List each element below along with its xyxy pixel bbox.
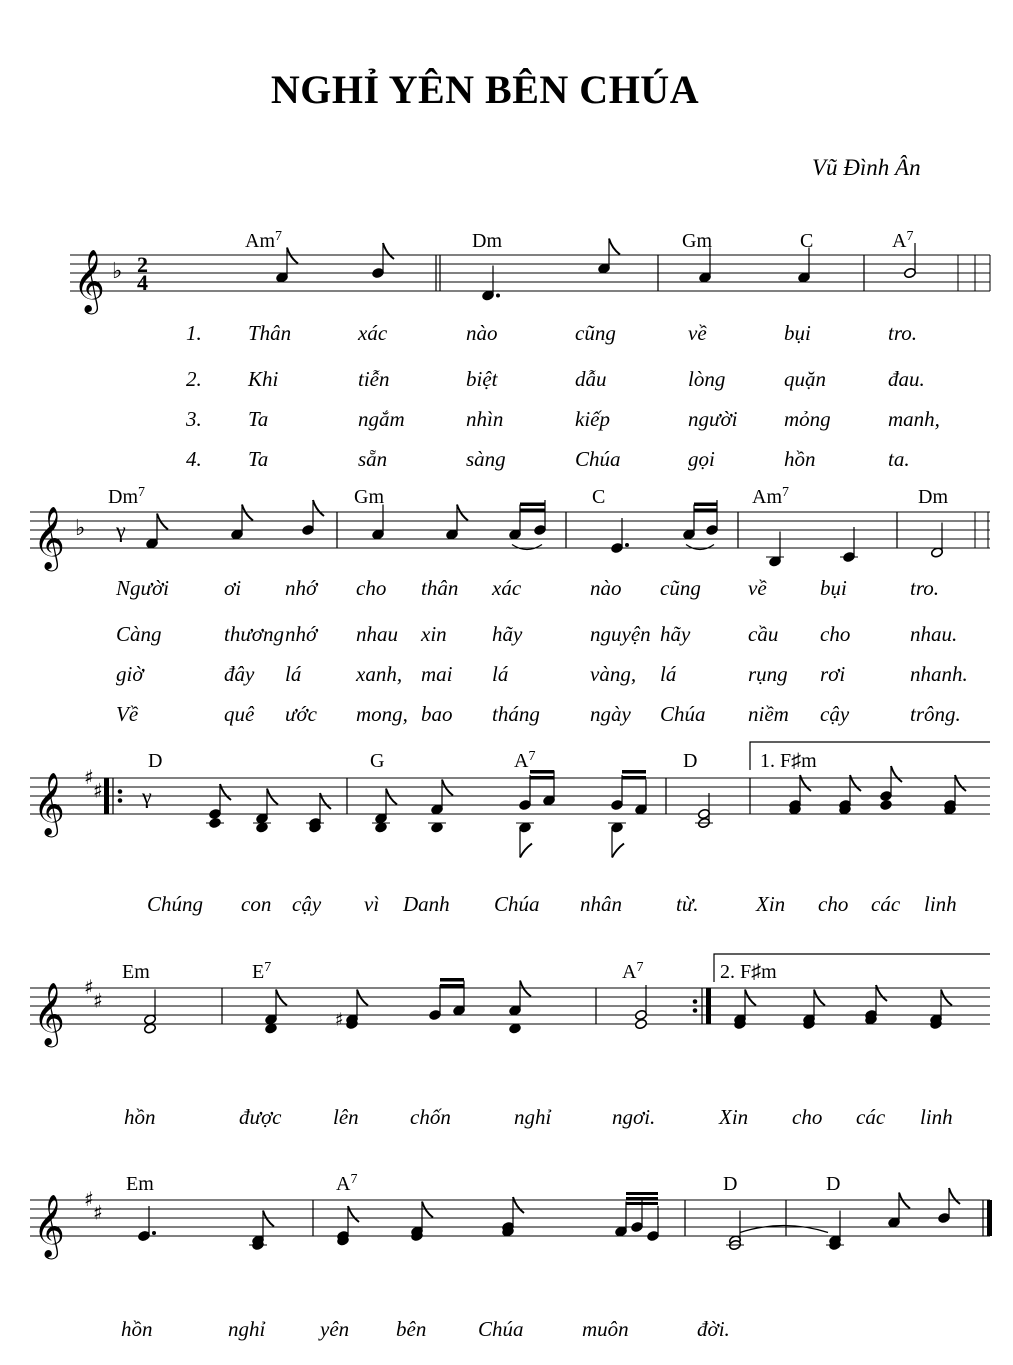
lyric-syllable: lá: [285, 662, 302, 686]
lyric-syllable: vàng,: [590, 662, 637, 686]
final-barline: [987, 1200, 992, 1236]
lyric-syllable: tháng: [492, 702, 540, 726]
chord-symbol: D: [683, 750, 698, 772]
beam: [626, 1197, 658, 1200]
note-flag: [383, 243, 394, 259]
chord-symbol: Dm: [918, 486, 948, 508]
lyric-syllable: linh: [924, 892, 957, 916]
note-flag: [348, 1206, 359, 1222]
lyric-syllable: 1.: [186, 321, 202, 345]
lyric-syllable: ngắm: [358, 407, 405, 431]
chord-symbol: $A^7$: [336, 1172, 358, 1195]
chord-symbol: D: [723, 1173, 738, 1195]
note-flag: [320, 793, 331, 809]
notehead: [431, 822, 444, 833]
lyric-syllable: Chúa: [494, 892, 540, 916]
lyric-syllable: Về: [116, 702, 139, 726]
repeat-dot: [118, 789, 123, 794]
lyric-syllable: cũng: [660, 576, 701, 600]
lyric-syllable: hãy: [660, 622, 691, 646]
note-flag: [313, 500, 324, 516]
lyric-syllable: nhau.: [910, 622, 958, 646]
lyric-syllable: thân: [421, 576, 459, 600]
chord-symbol: D: [148, 750, 163, 772]
lyric-syllable: cũng: [575, 321, 616, 345]
notehead: [635, 1018, 648, 1029]
augmentation-dot: [496, 294, 500, 298]
beam: [626, 1202, 658, 1205]
lyric-syllable: mai: [421, 662, 453, 686]
lyric-syllable: tro.: [910, 576, 939, 600]
note-flag: [891, 766, 902, 782]
composer-name: Vũ Đình Ân: [812, 155, 921, 180]
lyric-syllable: quê: [224, 702, 255, 726]
key-signature-sharp: ♯: [93, 988, 103, 1013]
lyric-syllable: cho: [818, 892, 849, 916]
note-flag: [876, 985, 887, 1001]
key-signature-flat: ♭: [112, 259, 123, 284]
lyric-syllable: cho: [792, 1105, 823, 1129]
beam: [530, 776, 554, 780]
chord-symbol: Dm$^7$: [108, 485, 145, 508]
lyric-syllable: Chúng: [147, 892, 204, 916]
lyric-syllable: cho: [356, 576, 387, 600]
repeat-dot: [693, 999, 698, 1004]
lyric-syllable: rơi: [820, 662, 846, 686]
treble-clef: 𝄞: [33, 982, 65, 1045]
lyric-syllable: bụi: [784, 321, 811, 345]
lyric-syllable: nghỉ: [228, 1317, 266, 1341]
lyric-syllable: tiễn: [358, 367, 390, 391]
notehead: [375, 822, 388, 833]
lyric-syllable: nhân: [580, 892, 622, 916]
lyric-syllable: về: [688, 321, 707, 345]
chord-symbol: Gm: [354, 486, 384, 508]
time-signature-top: 2: [137, 252, 148, 277]
lyric-syllable: nhớ: [285, 576, 318, 600]
lyric-syllable: cậy: [820, 702, 850, 726]
lyric-syllable: sàng: [466, 447, 506, 471]
lyric-syllable: xin: [421, 622, 447, 646]
lyric-syllable: Danh: [403, 892, 450, 916]
lyric-syllable: giờ: [116, 662, 144, 686]
lyric-syllable: hãy: [492, 622, 523, 646]
lyric-syllable: 4.: [186, 447, 202, 471]
lyric-syllable: nào: [466, 321, 498, 345]
lyric-syllable: hồn: [124, 1105, 156, 1129]
augmentation-dot: [625, 543, 629, 547]
chord-symbol: Am$^7$: [752, 485, 789, 508]
lyric-syllable: 3.: [186, 407, 202, 431]
lyric-syllable: Ta: [248, 447, 269, 471]
lyric-syllable: ơi: [224, 576, 242, 600]
lyric-syllable: linh: [920, 1105, 953, 1129]
lyric-syllable: lòng: [688, 367, 726, 391]
key-signature-flat: ♭: [75, 516, 86, 541]
note-flag: [520, 844, 532, 858]
note-flag: [513, 1197, 524, 1213]
lyric-syllable: tro.: [888, 321, 917, 345]
lyric-syllable: hồn: [121, 1317, 153, 1341]
beam: [440, 984, 464, 988]
lyric-syllable: Khi: [248, 367, 279, 391]
beam: [530, 770, 554, 774]
beam: [622, 776, 646, 780]
eighth-rest: γ: [116, 517, 126, 543]
lyric-syllable: đời.: [697, 1317, 730, 1341]
lyric-syllable: yên: [320, 1317, 350, 1341]
treble-clef: 𝄞: [33, 772, 65, 835]
notehead: [509, 1023, 522, 1034]
lyric-syllable: xác: [492, 576, 522, 600]
chord-symbol: G: [370, 750, 385, 772]
notehead: [880, 799, 893, 810]
chord-symbol: $A^7$: [514, 749, 536, 772]
lyric-syllable: nhìn: [466, 407, 504, 431]
lyric-syllable: về: [748, 576, 767, 600]
slur: [512, 545, 542, 550]
note-flag: [850, 775, 861, 791]
note-flag: [609, 239, 620, 255]
chord-symbol: 2. F♯m: [720, 961, 777, 983]
note-flag: [955, 775, 966, 791]
chord-symbol: D: [826, 1173, 841, 1195]
chord-symbol: Am$^7$: [245, 229, 282, 252]
beam: [520, 509, 545, 513]
lyric-syllable: người: [688, 407, 738, 431]
lyric-syllable: ngơi.: [612, 1105, 656, 1129]
key-signature-sharp: ♯: [84, 765, 94, 789]
beam: [694, 503, 717, 507]
lyric-syllable: dẫu: [575, 367, 607, 391]
song-title: NGHỈ YÊN BÊN CHÚA: [270, 67, 700, 112]
beam: [622, 770, 646, 774]
lyric-syllable: cầu: [748, 622, 779, 646]
lyric-syllable: sẵn: [358, 447, 388, 471]
lyric-syllable: từ.: [676, 892, 699, 916]
lyric-syllable: nhanh.: [910, 662, 968, 686]
slur: [686, 545, 714, 550]
lyric-syllable: lá: [492, 662, 509, 686]
lyric-syllable: Xin: [719, 1105, 749, 1129]
lyric-syllable: ta.: [888, 447, 910, 471]
notehead: [144, 1023, 157, 1034]
lyric-syllable: nhớ: [285, 622, 318, 646]
lyric-syllable: muôn: [582, 1317, 629, 1341]
lyric-syllable: ngày: [590, 702, 631, 726]
lyric-syllable: Thân: [248, 321, 292, 345]
beam: [440, 978, 464, 982]
lyric-syllable: gọi: [688, 447, 715, 471]
repeat-dot: [693, 1008, 698, 1013]
lyric-syllable: đây: [224, 662, 255, 686]
lyric-syllable: nhau: [356, 622, 398, 646]
lyric-syllable: hồn: [784, 447, 816, 471]
key-signature-sharp: ♯: [93, 1200, 103, 1225]
lyric-syllable: nghỉ: [514, 1105, 552, 1129]
lyric-syllable: xanh,: [356, 662, 403, 686]
lyric-syllable: Càng: [116, 622, 162, 646]
lyric-syllable: bên: [396, 1317, 427, 1341]
lyric-syllable: lá: [660, 662, 677, 686]
lyric-syllable: Ta: [248, 407, 269, 431]
chord-symbol: $A^7$: [622, 960, 644, 983]
notehead: [265, 1023, 278, 1034]
chord-symbol: $A^7$: [892, 229, 914, 252]
repeat-dot: [118, 798, 123, 803]
key-signature-sharp: ♯: [93, 778, 103, 803]
key-signature-sharp: ♯: [84, 975, 94, 999]
lyric-syllable: quặn: [784, 367, 826, 391]
lyric-syllable: Người: [116, 576, 170, 600]
lyric-syllable: vì: [364, 892, 380, 916]
lyric-syllable: niềm: [748, 702, 789, 726]
chord-symbol: Em: [126, 1173, 154, 1195]
lyric-syllable: rụng: [748, 662, 788, 686]
lyric-syllable: thương: [224, 622, 284, 646]
lyric-syllable: Chúa: [575, 447, 621, 471]
lyric-syllable: 2.: [186, 367, 202, 391]
lyric-syllable: được: [239, 1105, 282, 1129]
chord-symbol: Dm: [472, 230, 502, 252]
lyric-syllable: kiếp: [575, 407, 610, 431]
lyric-syllable: nguyện: [590, 622, 651, 646]
lyric-syllable: các: [871, 892, 901, 916]
sharp-accidental: ♯: [335, 1009, 344, 1031]
note-flag: [949, 1188, 960, 1204]
lyric-syllable: bao: [421, 702, 453, 726]
chord-symbol: Gm: [682, 230, 712, 252]
lyric-syllable: biệt: [466, 367, 498, 391]
beam: [626, 1192, 658, 1195]
note-flag: [612, 844, 624, 858]
note-flag: [800, 775, 811, 791]
lyric-syllable: các: [856, 1105, 886, 1129]
note-flag: [220, 784, 231, 800]
key-signature-sharp: ♯: [84, 1187, 94, 1211]
notehead: [256, 822, 269, 833]
lyric-syllable: manh,: [888, 407, 940, 431]
lyric-syllable: con: [241, 892, 272, 916]
lyric-syllable: bụi: [820, 576, 847, 600]
lyric-syllable: Chúa: [660, 702, 706, 726]
treble-clef: 𝄞: [73, 249, 105, 312]
eighth-rest: γ: [142, 783, 152, 809]
time-signature-bottom: 4: [137, 270, 148, 295]
chord-symbol: 1. F♯m: [760, 750, 817, 772]
lyric-syllable: đau.: [888, 367, 925, 391]
beam: [520, 503, 545, 507]
repeat-end-barline: [706, 988, 711, 1024]
repeat-start-barline: [104, 778, 109, 814]
lyric-syllable: trông.: [910, 702, 961, 726]
chord-symbol: C: [592, 486, 606, 508]
chord-symbol: C: [800, 230, 814, 252]
augmentation-dot: [152, 1231, 156, 1235]
lyric-syllable: lên: [333, 1105, 359, 1129]
lyric-syllable: cậy: [292, 892, 322, 916]
lyric-syllable: ước: [285, 702, 317, 726]
treble-clef: 𝄞: [33, 1194, 65, 1257]
beam: [694, 509, 717, 513]
lyric-syllable: Xin: [756, 892, 786, 916]
chord-symbol: $E^7$: [252, 960, 272, 983]
lyric-syllable: xác: [358, 321, 388, 345]
treble-clef: 𝄞: [33, 506, 65, 569]
lyric-syllable: chốn: [410, 1105, 451, 1129]
lyric-syllable: mỏng: [784, 407, 831, 431]
lyric-syllable: mong,: [356, 702, 408, 726]
chord-symbol: Em: [122, 961, 150, 983]
lyric-syllable: cho: [820, 622, 851, 646]
lyric-syllable: Chúa: [478, 1317, 524, 1341]
lyric-syllable: nào: [590, 576, 622, 600]
